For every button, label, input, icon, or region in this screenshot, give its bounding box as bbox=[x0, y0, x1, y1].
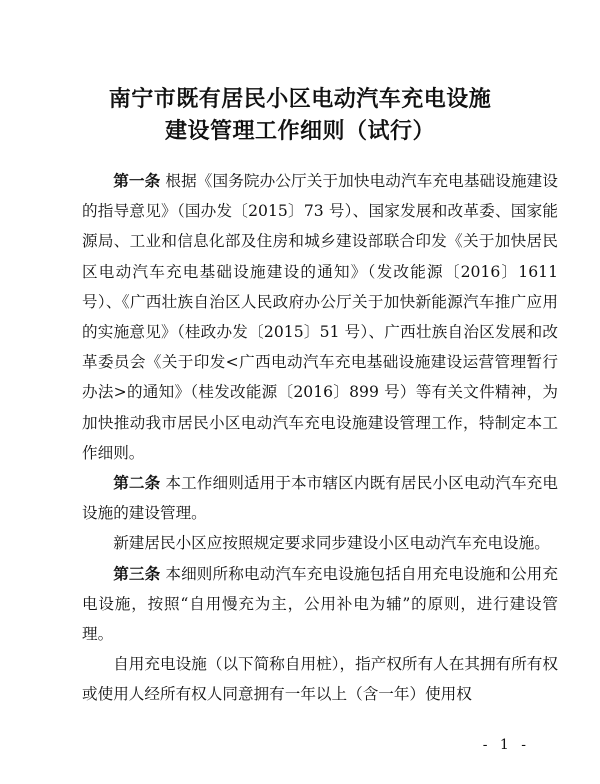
paragraph-text: 新建居民小区应按照规定要求同步建设小区电动汽车充电设施。 bbox=[113, 534, 550, 553]
paragraph-article-3 bbox=[82, 559, 558, 650]
article-heading: 第三条 bbox=[113, 563, 161, 583]
page-number: - 1 - bbox=[482, 737, 530, 753]
document-title-line-2: 建设管理工作细则（试行） bbox=[164, 118, 435, 144]
article-heading: 第二条 bbox=[113, 473, 161, 493]
paragraph-article-2 bbox=[82, 468, 558, 528]
paragraph-text: 自用充电设施（以下简称自用桩），指产权所有人在其拥有所有权或使用人经所有权人同意拥有一年以上（含一年）使用权 bbox=[82, 655, 558, 704]
paragraph-article-1 bbox=[82, 166, 558, 468]
article-heading: 第一条 bbox=[113, 171, 161, 190]
paragraph-text: 根据《国务院办公厅关于加快电动汽车充电基础设施建设的指导意见》（国办发〔2015〕73 号）、国家发展和改革委、国家能源局、工业和信息化部及住房和城乡建设部联合印发《关于加快居民区电动汽车充电基础设施建设的通知》（发改能源〔2016〕1611 号）、《广西壮族自治区人民政府办公厅关于加快新能源汽车推广应用的实施意见》（桂政办发〔2015〕51 号）、广西壮族自治区发展和改革委员会《关于印发<广西电动汽车充电基础设施建设运营管理暂行办法>的通知》（桂发改能源〔2016〕899 号）等有关文件精神，为加快推动我市居民小区电动汽车充电设施建设管理工作，特制定本工作细则。 bbox=[82, 172, 558, 462]
paragraph-text: 本细则所称电动汽车充电设施包括自用充电设施和公用充电设施，按照“自用慢充为主，公用补电为辅”的原则，进行建设管理。 bbox=[82, 564, 558, 644]
document-title-line-1: 南宁市既有居民小区电动汽车充电设施 bbox=[108, 86, 492, 112]
document-body bbox=[82, 166, 558, 710]
paragraph-self-use-definition bbox=[82, 649, 558, 709]
paragraph-text: 本工作细则适用于本市辖区内既有居民小区电动汽车充电设施的建设管理。 bbox=[82, 474, 558, 523]
paragraph-new-residential bbox=[82, 528, 558, 558]
